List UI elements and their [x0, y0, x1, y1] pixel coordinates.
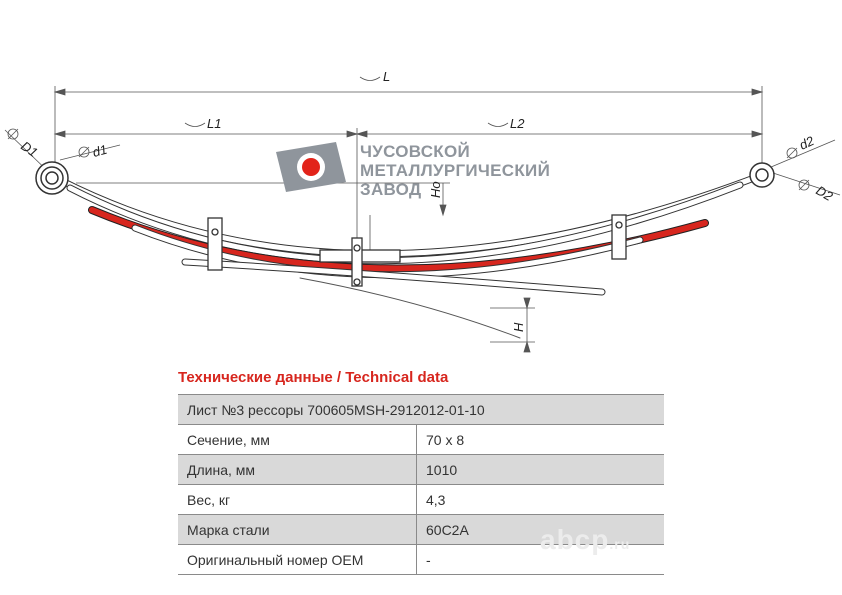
dim-L2: L2: [510, 116, 525, 131]
table-header: Лист №3 рессоры 700605MSH-2912012-01-10: [178, 395, 664, 425]
row-label: Вес, кг: [178, 485, 417, 515]
dim-Ho: Ho: [428, 181, 443, 198]
logo-line3: ЗАВОД: [360, 180, 422, 199]
table-row: [178, 425, 664, 455]
row-value: 1010: [417, 455, 665, 485]
dim-D2: D2: [813, 182, 836, 204]
row-value: 4,3: [417, 485, 665, 515]
row-label: Длина, мм: [178, 455, 417, 485]
logo-line1: ЧУСОВСКОЙ: [360, 142, 471, 161]
row-label: Оригинальный номер OEM: [178, 545, 417, 575]
table-title: Технические данные / Technical data: [178, 369, 449, 386]
watermark-main: abcp: [540, 524, 610, 555]
table-row: [178, 455, 664, 485]
watermark-suffix: .ru: [609, 536, 631, 552]
logo-line2: МЕТАЛЛУРГИЧЕСКИЙ: [360, 161, 551, 180]
row-label: Марка стали: [178, 515, 417, 545]
dim-d2: d2: [796, 133, 817, 153]
spring-leaves: [60, 175, 762, 338]
row-value: -: [417, 545, 665, 575]
dim-D1: D1: [18, 138, 41, 160]
row-value: 70 x 8: [417, 425, 665, 455]
dim-d1: d1: [90, 141, 109, 160]
dim-L1: L1: [207, 116, 222, 131]
row-value: 60С2А: [417, 515, 665, 545]
table-row: [178, 485, 664, 515]
table-header-row: [178, 395, 664, 425]
watermark: [540, 524, 630, 556]
company-logo: [276, 142, 550, 199]
dim-L: L: [383, 69, 391, 84]
dim-H: H: [511, 322, 526, 332]
row-label: Сечение, мм: [178, 425, 417, 455]
